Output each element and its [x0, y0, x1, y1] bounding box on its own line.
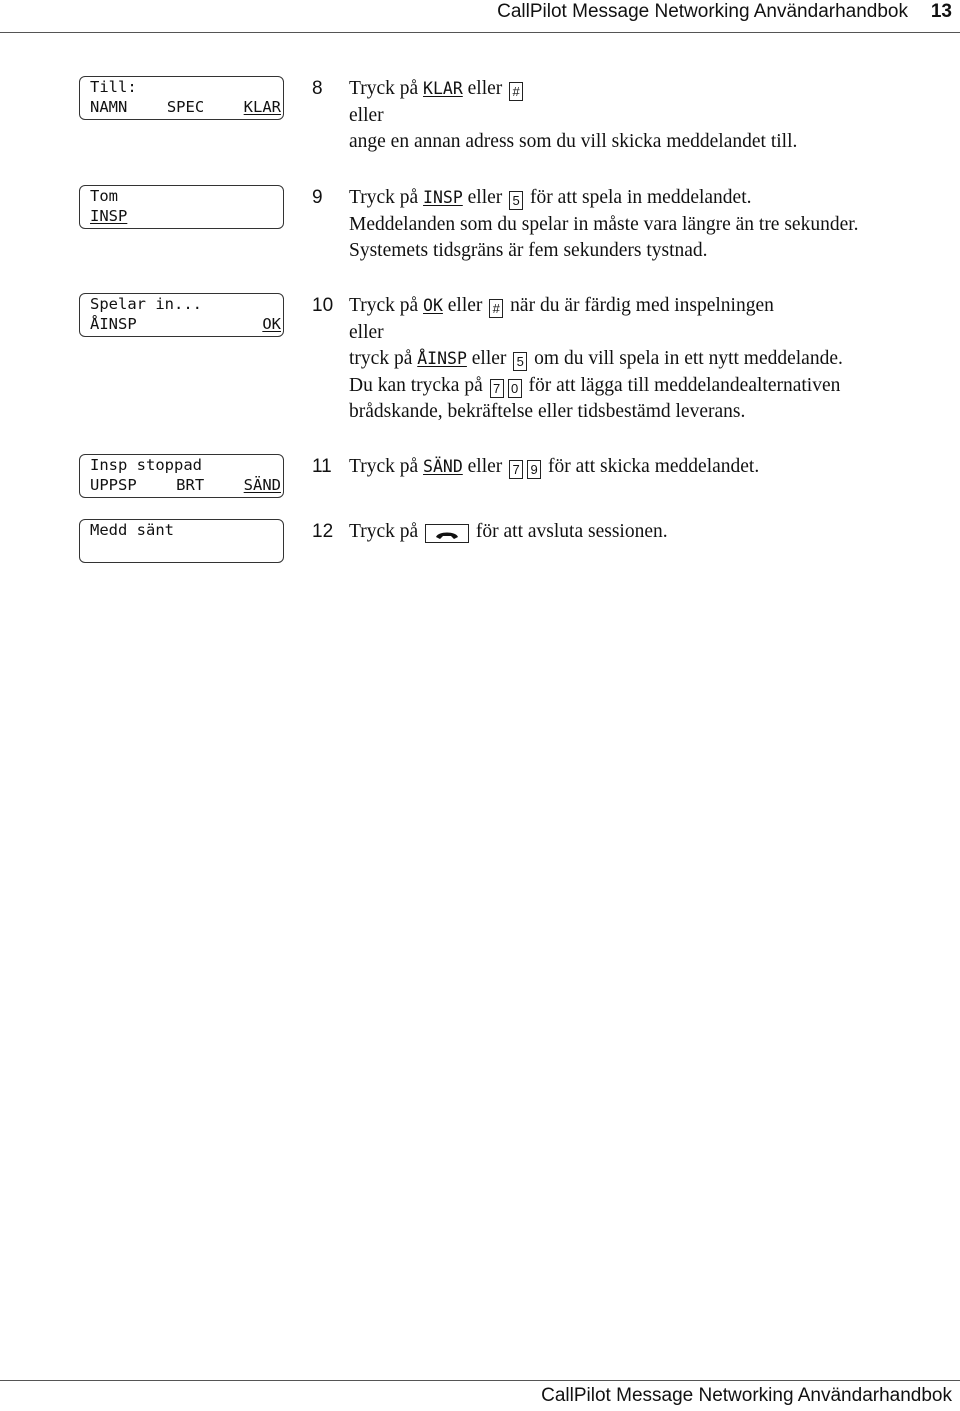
- footer-title: CallPilot Message Networking Användarhandbok: [541, 1385, 952, 1406]
- step-line: tryck på ÅINSP eller 5 om du vill spela in ett nytt meddelande.: [349, 348, 843, 369]
- softkey-label: INSP: [423, 188, 463, 207]
- step-10: [312, 293, 942, 426]
- hash-key-icon: #: [489, 299, 503, 318]
- step-line: Du kan trycka på 7 0 för att lägga till meddelandealternativen: [349, 374, 841, 396]
- softkey-namn: NAMN: [90, 98, 128, 116]
- digit-key-icon: 5: [513, 352, 527, 371]
- hash-key-icon: #: [509, 82, 523, 101]
- release-key-icon: [425, 524, 469, 543]
- step-number: 12: [312, 521, 334, 542]
- digit-key-icon: 5: [509, 191, 523, 210]
- softkey-brt: BRT: [176, 476, 205, 494]
- step-line: Systemets tidsgräns är fem sekunders tystnad.: [349, 240, 708, 261]
- display-tom: [79, 185, 284, 229]
- step-line: Tryck på SÄND eller 7 9 för att skicka meddelandet.: [349, 456, 760, 477]
- display-insp-stoppad: [79, 454, 284, 498]
- softkey-label: ÅINSP: [417, 349, 467, 368]
- softkey-ok: OK: [262, 315, 281, 333]
- step-line: Tryck på KLAR eller #: [312, 76, 942, 103]
- footer-rule: [0, 1380, 960, 1381]
- digit-key-icon: 0: [508, 379, 522, 398]
- softkey-label: OK: [423, 296, 443, 315]
- display-text: Tom: [90, 187, 118, 205]
- softkey-uppsp: UPPSP: [90, 476, 137, 494]
- header-title: CallPilot Message Networking Användarhandbok: [497, 1, 908, 22]
- step-11: [312, 454, 942, 481]
- step-number: 9: [312, 187, 323, 208]
- digit-key-icon: 9: [527, 460, 541, 479]
- step-12: [312, 519, 942, 546]
- step-number: 8: [312, 78, 323, 99]
- display-spelar-in: [79, 293, 284, 337]
- step-number: 10: [312, 295, 334, 316]
- step-line: brådskande, bekräftelse eller tidsbestämd leverans.: [349, 401, 746, 422]
- softkey-label: SÄND: [423, 457, 463, 476]
- step-line: Tryck på för att avsluta sessionen.: [349, 521, 668, 542]
- softkey-insp: INSP: [90, 207, 128, 225]
- step-8: [312, 76, 942, 156]
- display-text: Till:: [90, 78, 137, 96]
- display-till: [79, 76, 284, 120]
- step-line: Tryck på INSP eller 5 för att spela in meddelandet.: [349, 187, 752, 208]
- step-9: [312, 185, 942, 265]
- softkey-spec: SPEC: [166, 98, 205, 116]
- display-text: Insp stoppad: [90, 456, 202, 474]
- step-line: Meddelanden som du spelar in måste vara längre än tre sekunder.: [349, 213, 859, 235]
- step-number: 11: [312, 456, 332, 477]
- softkey-sand: SÄND: [243, 476, 281, 494]
- softkey-klar: KLAR: [243, 98, 281, 116]
- display-medd-sant: [79, 519, 284, 563]
- digit-key-icon: 7: [490, 379, 504, 398]
- softkey-label: KLAR: [423, 79, 463, 98]
- display-text: Medd sänt: [90, 521, 174, 539]
- step-line: eller: [349, 104, 384, 126]
- softkey-ainsp: ÅINSP: [90, 315, 137, 333]
- step-line: eller: [349, 321, 384, 343]
- step-line: Tryck på OK eller # när du är färdig med inspelningen: [349, 295, 774, 316]
- page-number: 13: [930, 1, 952, 22]
- digit-key-icon: 7: [509, 460, 523, 479]
- page-header: [0, 0, 960, 33]
- display-text: Spelar in...: [90, 295, 202, 313]
- step-line: ange en annan adress som du vill skicka meddelandet till.: [349, 131, 798, 152]
